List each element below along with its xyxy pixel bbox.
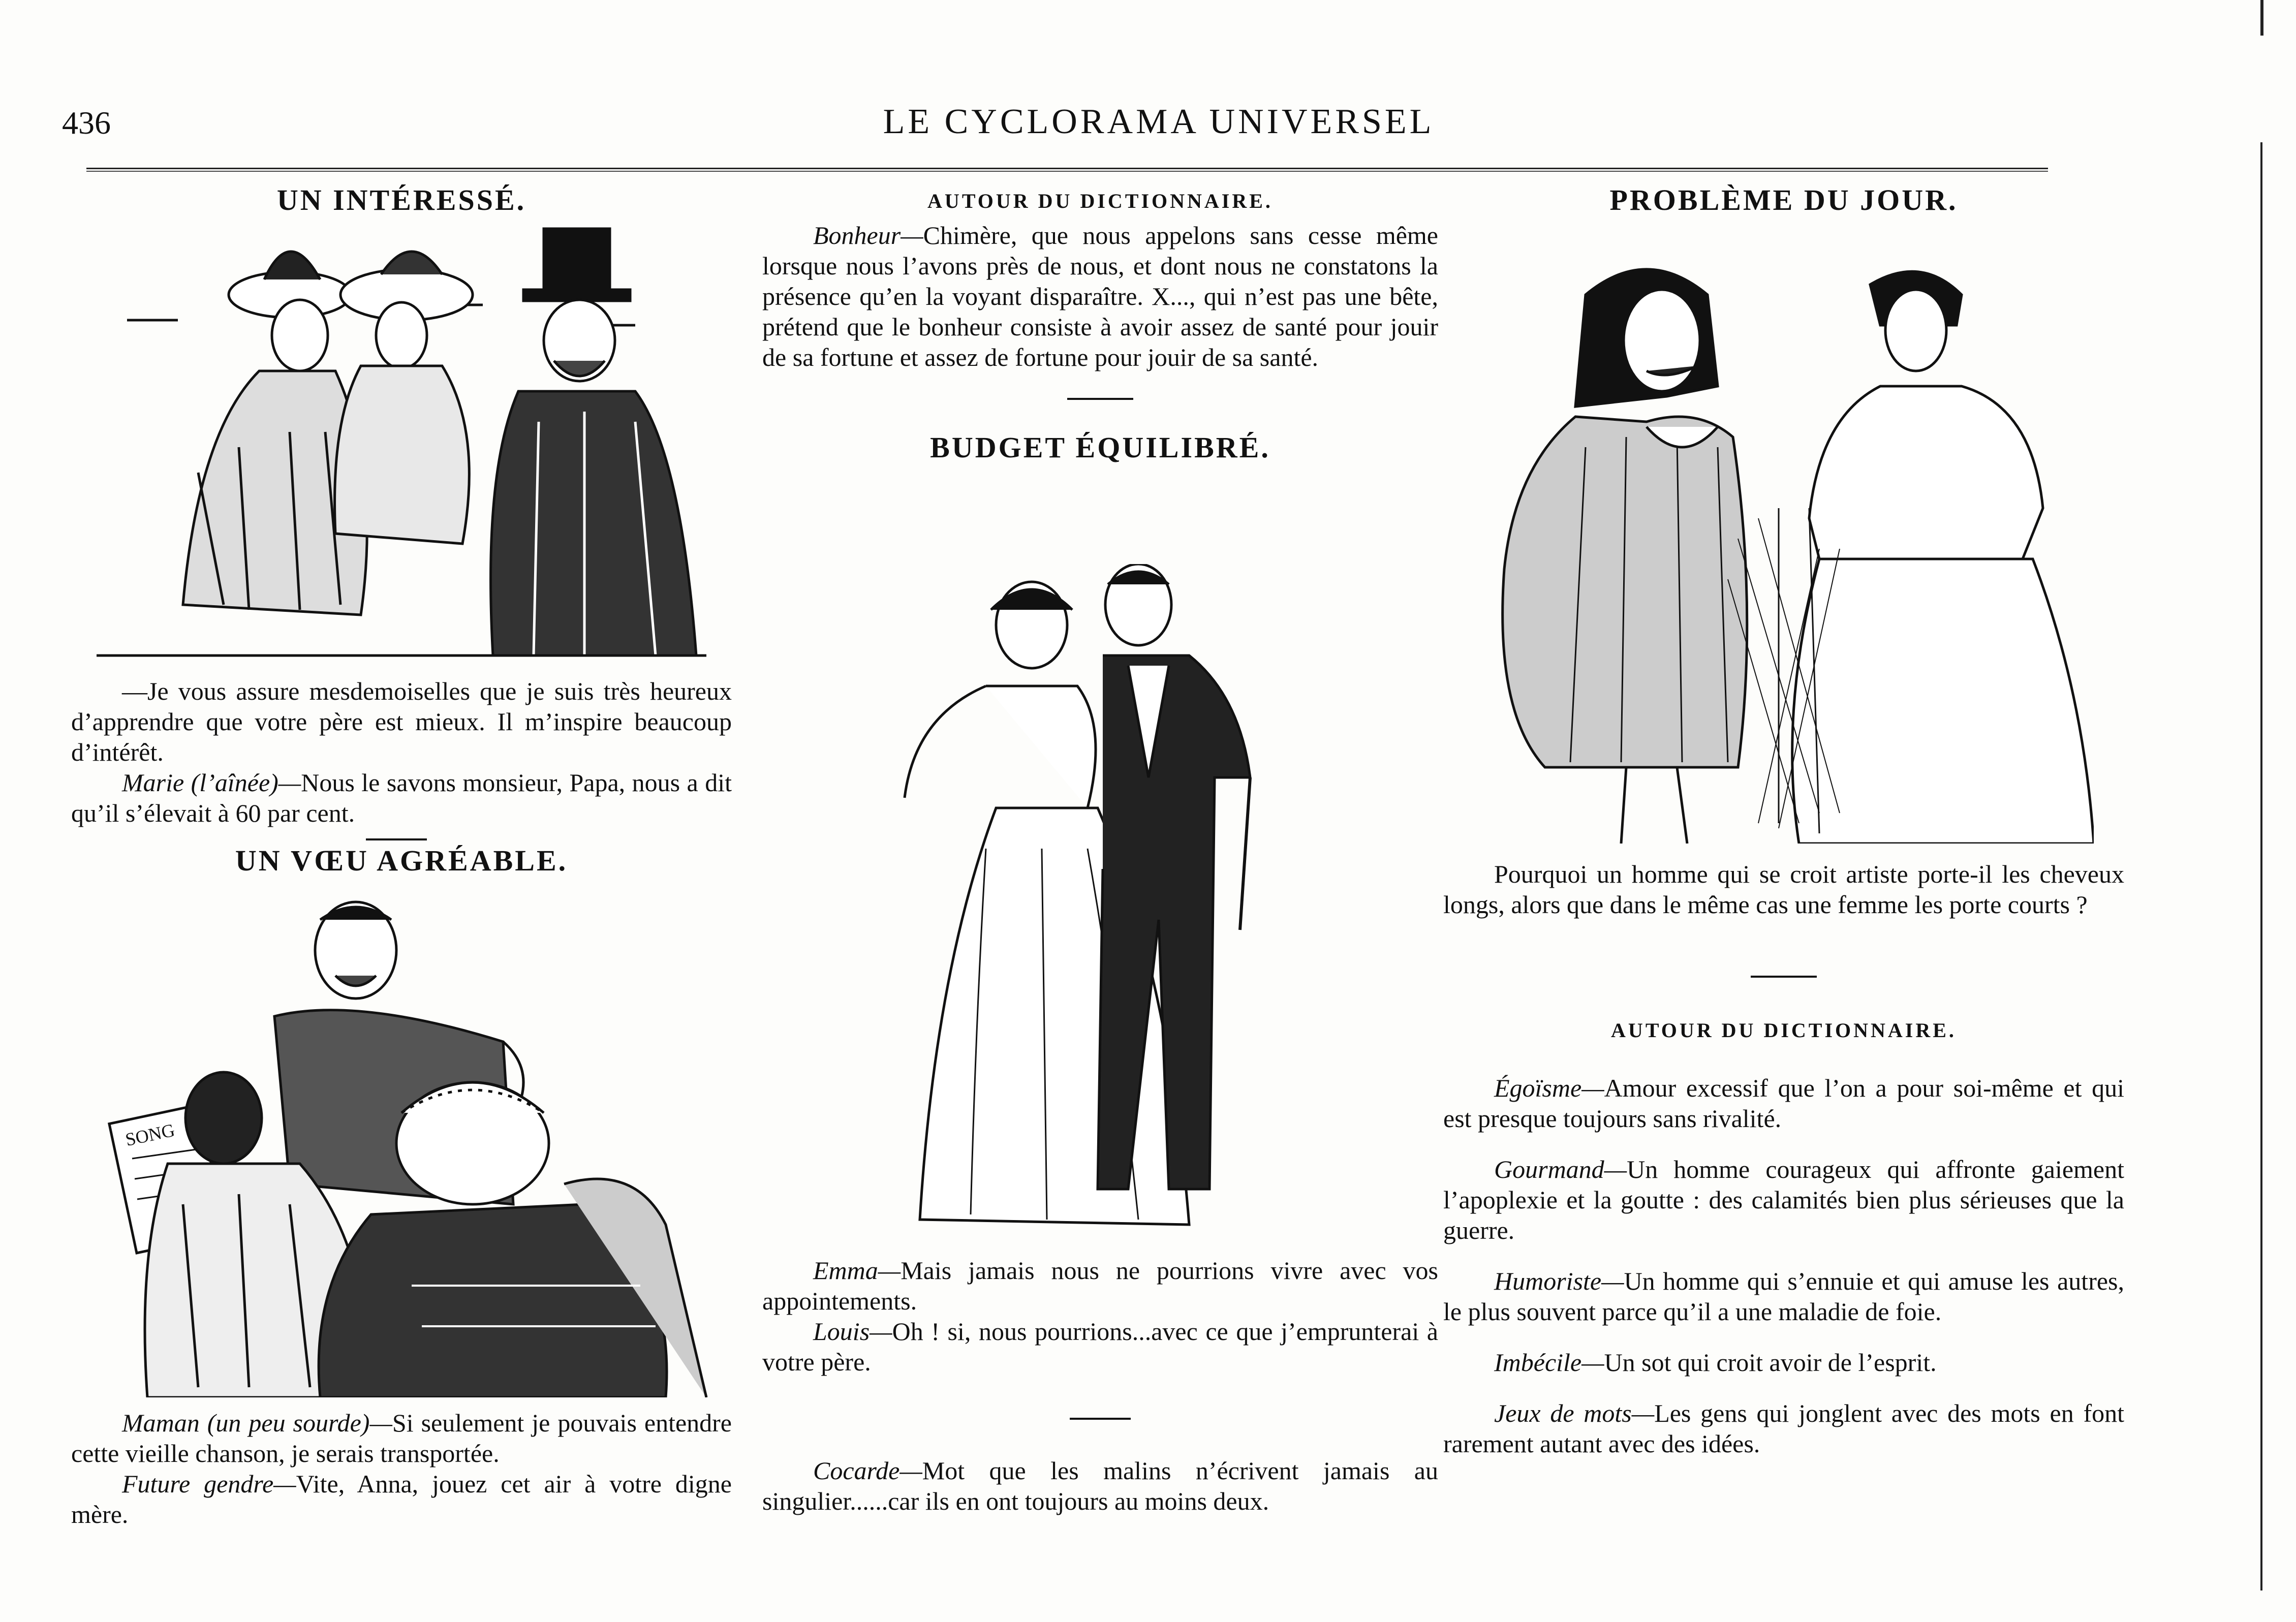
definition-term: Égoïsme— bbox=[1494, 1074, 1604, 1102]
definition-text: Un homme qui s’ennuie et qui amuse les autres, le plus souvent parce qu’il a une maladie de foie. bbox=[1443, 1267, 2124, 1326]
definition-paragraph bbox=[1443, 1154, 2124, 1245]
section-heading-budget-equilibre: BUDGET ÉQUILIBRÉ. bbox=[930, 431, 1270, 464]
dialogue-paragraph bbox=[762, 1255, 1438, 1316]
speaker-line: Vite, Anna, jouez cet air à votre digne mère. bbox=[71, 1470, 732, 1529]
section-heading-un-interesse: UN INTÉRESSÉ. bbox=[276, 183, 526, 216]
definition-term: Cocarde— bbox=[813, 1456, 922, 1485]
illustration-couple-dancing bbox=[884, 564, 1331, 1240]
illustration-family-song bbox=[107, 899, 717, 1397]
section-divider bbox=[1070, 1418, 1131, 1420]
speaker-line: Si seulement je pouvais entendre cette vieille chanson, je serais transportée. bbox=[71, 1409, 732, 1468]
definition-paragraph bbox=[1443, 1398, 2124, 1459]
speaker-name: Marie (l’aînée)— bbox=[122, 768, 301, 797]
dialogue-paragraph bbox=[71, 1408, 732, 1469]
section-heading-autour-du-dictionnaire: AUTOUR DU DICTIONNAIRE. bbox=[927, 190, 1273, 212]
speaker-name: Emma— bbox=[813, 1256, 901, 1285]
running-title: LE CYCLORAMA UNIVERSEL bbox=[883, 102, 1435, 141]
speaker-line: Nous le savons monsieur, Papa, nous a dit qu’il s’élevait à 60 par cent. bbox=[71, 768, 732, 827]
definition-term: Bonheur— bbox=[813, 221, 923, 249]
speaker-name: Future gendre— bbox=[122, 1470, 296, 1498]
definition-text: Chimère, que nous appelons sans cesse même lorsque nous l’avons près de nous, et dont nous ne constatons la présence qu’en la voyant disparaître. X..., qui n’est pas une bête, prétend que le bonheur consiste à avoir assez de santé pour jouir de sa fortune et assez de fortune pour jouir de sa santé. bbox=[762, 221, 1438, 371]
dialogue-paragraph bbox=[71, 767, 732, 828]
song-sheet-label: SONG bbox=[123, 1119, 177, 1150]
illustration-women-and-gentleman bbox=[97, 219, 706, 666]
speaker-name: Maman (un peu sourde)— bbox=[122, 1409, 392, 1437]
definition-term: Jeux de mots— bbox=[1494, 1399, 1655, 1427]
speaker-line: Oh ! si, nous pourrions...avec ce que j’emprunterai à votre père. bbox=[762, 1317, 1438, 1376]
definition-paragraph bbox=[762, 220, 1438, 372]
definition-paragraph bbox=[1443, 1347, 2124, 1378]
dialogue-paragraph bbox=[762, 1316, 1438, 1377]
illustration-artist-and-woman bbox=[1494, 254, 2094, 844]
section-text-budget-equilibre bbox=[762, 1255, 1438, 1516]
section-divider bbox=[366, 838, 427, 840]
illustration-svg-interesse bbox=[97, 219, 706, 666]
illustration-svg-voeu bbox=[107, 899, 717, 1397]
column-left bbox=[71, 183, 732, 217]
section-divider bbox=[1067, 398, 1133, 400]
definition-text: Amour excessif que l’on a pour soi-même et qui est presque toujours sans rivalité. bbox=[1443, 1074, 2124, 1133]
header-rule bbox=[86, 168, 2048, 172]
speaker-line: Mais jamais nous ne pourrions vivre avec vos appointements. bbox=[762, 1256, 1438, 1315]
definition-paragraph bbox=[1443, 1266, 2124, 1327]
section-text-un-interesse bbox=[71, 676, 732, 878]
illustration-svg-budget bbox=[884, 564, 1331, 1240]
section-heading-probleme-du-jour: PROBLÈME DU JOUR. bbox=[1609, 183, 1958, 216]
question-paragraph: Pourquoi un homme qui se croit artiste porte-il les cheveux longs, alors que dans le même cas une femme les porte courts ? bbox=[1443, 860, 2124, 919]
section-heading-autour-du-dictionnaire-2: AUTOUR DU DICTIONNAIRE. bbox=[1611, 1019, 1957, 1042]
column-middle bbox=[762, 189, 1438, 464]
illustration-svg-probleme bbox=[1494, 254, 2094, 844]
definition-text: Un sot qui croit avoir de l’esprit. bbox=[1604, 1348, 1937, 1377]
page-number: 436 bbox=[62, 105, 111, 141]
definition-text: Un homme courageux qui affronte gaiement l’apoplexie et la goutte : des calamités bien plus sérieuses que la guerre. bbox=[1443, 1155, 2124, 1244]
definition-text: Mot que les malins n’écrivent jamais au singulier......car ils en ont toujours au moins deux. bbox=[762, 1456, 1438, 1515]
definition-term: Humoriste— bbox=[1494, 1267, 1624, 1295]
page-edge-mark bbox=[2260, 0, 2263, 36]
section-text-un-voeu-agreable bbox=[71, 1408, 732, 1530]
column-right bbox=[1443, 183, 2124, 217]
definition-paragraph bbox=[762, 1455, 1438, 1516]
dialogue-paragraph bbox=[71, 1469, 732, 1530]
section-divider bbox=[1751, 976, 1817, 978]
page-edge-line bbox=[2260, 142, 2262, 1590]
definition-paragraph bbox=[1443, 1073, 2124, 1134]
definition-text: Les gens qui jonglent avec des mots en font rarement autant avec des idées. bbox=[1443, 1399, 2124, 1458]
dialogue-paragraph: —Je vous assure mesdemoiselles que je suis très heureux d’apprendre que votre père est mieux. Il m’inspire beaucoup d’intérêt. bbox=[71, 677, 732, 766]
section-heading-un-voeu-agreable: UN VŒU AGRÉABLE. bbox=[235, 844, 568, 877]
section-text-probleme-du-jour bbox=[1443, 859, 2124, 1459]
definition-term: Gourmand— bbox=[1494, 1155, 1627, 1183]
speaker-name: Louis— bbox=[813, 1317, 892, 1346]
definition-term: Imbécile— bbox=[1494, 1348, 1604, 1377]
